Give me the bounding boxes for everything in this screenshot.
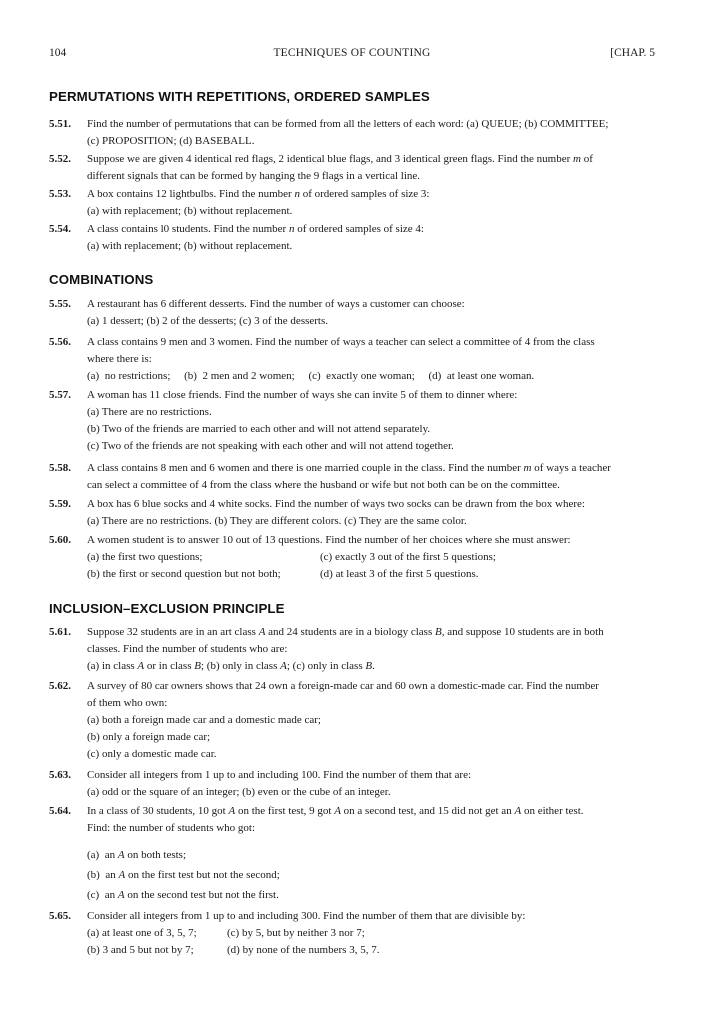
problem-text: A survey of 80 car owners shows that 24 own a foreign-made car and 60 own a domestic-made car. Find the number xyxy=(87,680,599,692)
problem-5-63 xyxy=(49,767,655,801)
problem-text: Suppose we are given 4 identical red flags, 2 identical blue flags, and 3 identical green flags. Find the number m of xyxy=(87,153,593,165)
problem-text: Find the number of permutations that can be formed from all the letters of each word: (a) QUEUE; (b) COMMITTEE; xyxy=(87,118,609,130)
problem-5-51 xyxy=(49,116,655,150)
problem-5-62 xyxy=(49,678,655,763)
choice-d: (d) at least 3 of the first 5 questions. xyxy=(320,568,479,580)
problem-number: 5.55. xyxy=(49,298,71,310)
section-heading-inclusion-exclusion: INCLUSION–EXCLUSION PRINCIPLE xyxy=(49,601,285,616)
problem-5-56 xyxy=(49,334,655,385)
choice-c: (c) by 5, but by neither 3 nor 7; xyxy=(227,927,365,939)
choices-row xyxy=(87,549,655,566)
problem-text: (a) in class A or in class B; (b) only in class A; (c) only in class B. xyxy=(87,660,375,672)
problem-text: can select a committee of 4 from the class where the husband or wife but not both can be on the committee. xyxy=(87,479,560,491)
problem-number: 5.61. xyxy=(49,626,71,638)
choice-b: (b) the first or second question but not both; xyxy=(87,568,281,580)
problem-number: 5.52. xyxy=(49,153,71,165)
choices-row xyxy=(87,942,655,959)
problem-text: Find: the number of students who got: xyxy=(87,822,256,834)
problem-text: (b) Two of the friends are married to each other and will not attend separately. xyxy=(87,423,431,435)
problem-text: Suppose 32 students are in an art class A and 24 students are in a biology class B, and suppose 10 students are in both xyxy=(87,626,604,638)
problem-text: Consider all integers from 1 up to and including 100. Find the number of them that are: xyxy=(87,769,472,781)
problem-text: A women student is to answer 10 out of 13 questions. Find the number of her choices where she must answer: xyxy=(87,534,571,546)
problem-text: different signals that can be formed by hanging the 9 flags in a vertical line. xyxy=(87,170,421,182)
problem-number: 5.64. xyxy=(49,805,71,817)
choice-a: (a) the first two questions; xyxy=(87,551,203,563)
problem-text: A box contains 12 lightbulbs. Find the number n of ordered samples of size 3: xyxy=(87,188,430,200)
problem-text: where there is: xyxy=(87,353,152,365)
problem-5-59 xyxy=(49,496,655,530)
choice-b: (b) an A on the first test but not the second; xyxy=(87,869,280,881)
choice-c: (c) an A on the second test but not the first. xyxy=(87,889,279,901)
problem-number: 5.63. xyxy=(49,769,71,781)
problem-text: (c) Two of the friends are not speaking with each other and will not attend together. xyxy=(87,440,454,452)
problem-5-60 xyxy=(49,532,655,583)
problem-text: (a) There are no restrictions. (b) They are different colors. (c) They are the same color. xyxy=(87,515,467,527)
choice-b: (b) 3 and 5 but not by 7; xyxy=(87,944,194,956)
choices-row xyxy=(87,925,655,942)
problem-text: In a class of 30 students, 10 got A on the first test, 9 got A on a second test, and 15 did not get an A on either test. xyxy=(87,805,584,817)
problem-text: A restaurant has 6 different desserts. Find the number of ways a customer can choose: xyxy=(87,298,465,310)
problem-5-53 xyxy=(49,186,655,220)
problem-text: A class contains 9 men and 3 women. Find the number of ways a teacher can select a committee of 4 from the class xyxy=(87,336,595,348)
problem-number: 5.62. xyxy=(49,680,71,692)
problem-text: classes. Find the number of students who are: xyxy=(87,643,288,655)
problem-text: A box has 6 blue socks and 4 white socks. Find the number of ways two socks can be drawn from the box where: xyxy=(87,498,585,510)
page-number: 104 xyxy=(49,47,67,59)
problem-text: (a) odd or the square of an integer; (b) even or the cube of an integer. xyxy=(87,786,391,798)
problem-number: 5.59. xyxy=(49,498,71,510)
problem-5-52 xyxy=(49,151,655,185)
problem-number: 5.58. xyxy=(49,462,71,474)
choice-a: (a) an A on both tests; xyxy=(87,849,186,861)
problem-text: (b) only a foreign made car; xyxy=(87,731,211,743)
problem-number: 5.54. xyxy=(49,223,71,235)
problem-text: (a) no restrictions; (b) 2 men and 2 women; (c) exactly one woman; (d) at least one woman. xyxy=(87,370,535,382)
problem-5-64 xyxy=(49,803,655,905)
problem-number: 5.60. xyxy=(49,534,71,546)
choice-d: (d) by none of the numbers 3, 5, 7. xyxy=(227,944,380,956)
running-title: TECHNIQUES OF COUNTING xyxy=(273,47,431,59)
problem-5-54 xyxy=(49,221,655,255)
problem-text: A class contains 8 men and 6 women and there is one married couple in the class. Find the number m of ways a teacher xyxy=(87,462,611,474)
problem-text: Consider all integers from 1 up to and including 300. Find the number of them that are divisible by: xyxy=(87,910,526,922)
problem-text: of them who own: xyxy=(87,697,168,709)
problem-text: A class contains l0 students. Find the number n of ordered samples of size 4: xyxy=(87,223,424,235)
problem-text: (a) with replacement; (b) without replacement. xyxy=(87,240,293,252)
problem-number: 5.53. xyxy=(49,188,71,200)
problem-number: 5.57. xyxy=(49,389,71,401)
problem-5-55 xyxy=(49,296,655,330)
problem-5-57 xyxy=(49,387,655,455)
problem-5-65 xyxy=(49,908,655,959)
choices-row xyxy=(87,566,655,583)
page-header xyxy=(49,47,655,63)
problem-number: 5.65. xyxy=(49,910,71,922)
problem-text: (a) There are no restrictions. xyxy=(87,406,212,418)
choice-c: (c) exactly 3 out of the first 5 questions; xyxy=(320,551,496,563)
problem-text: (a) 1 dessert; (b) 2 of the desserts; (c) 3 of the desserts. xyxy=(87,315,329,327)
problem-text: (a) with replacement; (b) without replacement. xyxy=(87,205,293,217)
problem-number: 5.51. xyxy=(49,118,71,130)
problem-number: 5.56. xyxy=(49,336,71,348)
problem-5-58 xyxy=(49,460,655,494)
problem-text: (a) both a foreign made car and a domestic made car; xyxy=(87,714,321,726)
section-heading-permutations: PERMUTATIONS WITH REPETITIONS, ORDERED SAMPLES xyxy=(49,89,430,104)
problem-5-61 xyxy=(49,624,655,675)
chapter-label: [CHAP. 5 xyxy=(610,47,655,59)
choice-a: (a) at least one of 3, 5, 7; xyxy=(87,927,197,939)
problem-text: (c) PROPOSITION; (d) BASEBALL. xyxy=(87,135,255,147)
problem-text: (c) only a domestic made car. xyxy=(87,748,217,760)
section-heading-combinations: COMBINATIONS xyxy=(49,272,154,287)
problem-text: A woman has 11 close friends. Find the number of ways she can invite 5 of them to dinner where: xyxy=(87,389,518,401)
